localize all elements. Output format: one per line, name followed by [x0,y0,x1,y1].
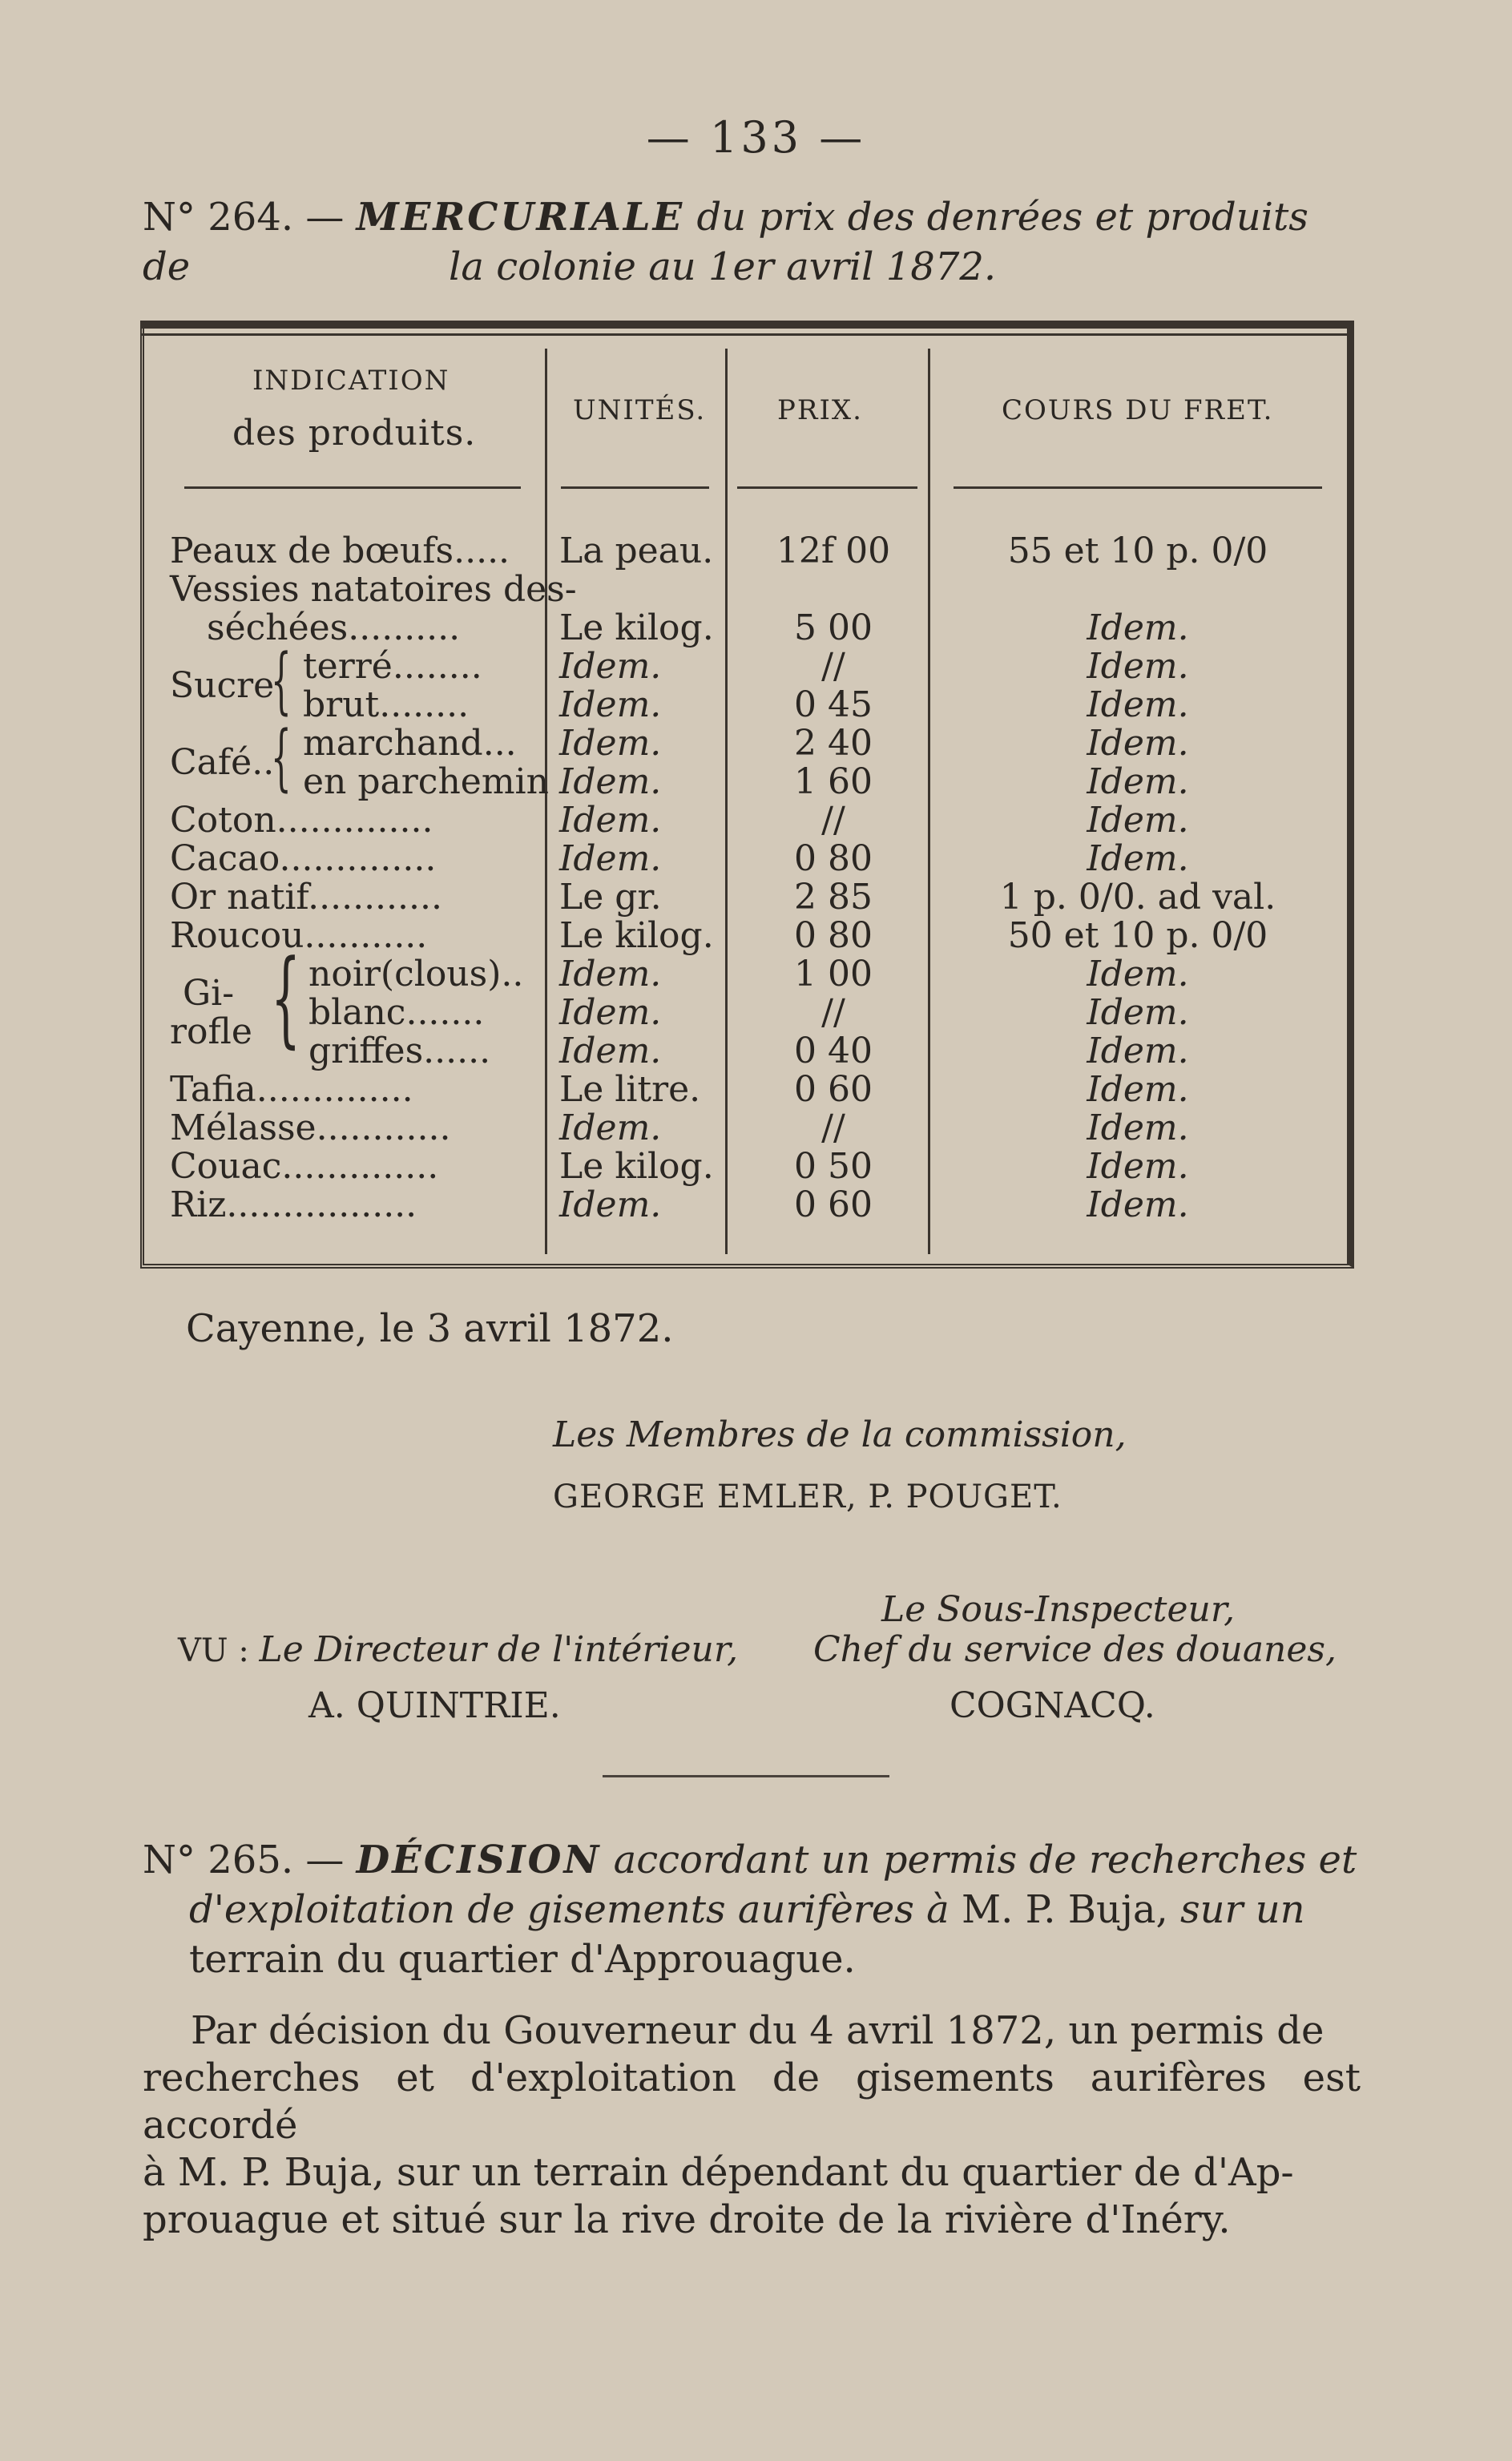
header-indication: INDICATION [252,365,450,397]
table-row: brut........ Idem. 0 45 Idem. [303,684,1189,725]
brace-sucre: { [271,639,292,723]
table-row: Riz................. Idem. 0 60 Idem. [170,1184,1189,1225]
decision-paragraph: Par décision du Gouverneur du 4 avril 1872, un permis de recherches et d'exploitation de gisements aurifères est accordé à M. P. Buja, sur un terrain dépendant du quartier de d'Ap- prouague et situé sur la rive droite de la rivière d'Inéry. [143,2008,1361,2242]
sous-inspecteur-title: Le Sous-Inspecteur, [881,1589,1236,1630]
inspecteur-name: COGNACQ. [950,1685,1155,1726]
table-row: Coton.............. Idem. // Idem. [170,800,1189,841]
title-265-number: N° 265. — [143,1838,345,1882]
header-rule-2 [561,486,709,489]
title-265-line2: d'exploitation de gisements aurifères à M. P. Buja, sur un [189,1887,1305,1932]
sous-inspecteur-role: Chef du service des douanes, [813,1629,1337,1670]
title-265-rest: accordant un permis de recherches et [613,1838,1357,1882]
table-row: Or natif............ Le gr. 2 85 1 p. 0/0. ad val. [170,877,1276,918]
table-row: marchand... Idem. 2 40 Idem. [303,723,1189,764]
group-cafe: Café.. [170,742,275,783]
header-rule-1 [184,486,521,489]
table-row: Peaux de bœufs..... La peau. 12f 00 55 et 10 p. 0/0 [170,531,1268,571]
vu-prefix: VU : [178,1632,249,1669]
title-265-keyword: DÉCISION [356,1838,602,1882]
title-264-line2: la colonie au 1er avril 1872. [449,244,997,289]
header-fret: COURS DU FRET. [1002,394,1274,426]
table-row: terré........ Idem. // Idem. [303,646,1189,687]
header-unites: UNITÉS. [573,394,707,426]
brace-girofle: { [271,937,301,1059]
place-date: Cayenne, le 3 avril 1872. [186,1306,674,1351]
table-row: noir(clous).. Idem. 1 00 Idem. [308,954,1189,994]
table-row: griffes...... Idem. 0 40 Idem. [308,1031,1189,1071]
directeur-label: Le Directeur de l'intérieur, [259,1629,739,1670]
table-row: Cacao.............. Idem. 0 80 Idem. [170,838,1189,879]
section-divider [603,1775,889,1777]
table-row: blanc....... Idem. // Idem. [308,992,1189,1033]
header-prix: PRIX. [777,394,863,426]
table-row: séchées.......... Le kilog. 5 00 Idem. [207,607,1189,648]
header-produits: des produits. [232,413,477,454]
commission-label: Les Membres de la commission, [553,1414,1127,1455]
vu-line [178,1629,738,1670]
table-row: Mélasse............ Idem. // Idem. [170,1107,1189,1148]
group-girofle-2: rofle [170,1011,252,1052]
table-row: Tafia.............. Le litre. 0 60 Idem. [170,1069,1189,1110]
title-264-rest: du prix des denrées et produits de [143,195,1308,289]
directeur-name: A. QUINTRIE. [308,1685,561,1726]
brace-cafe: { [271,716,292,800]
table-row: en parchemin Idem. 1 60 Idem. [303,761,1189,802]
header-rule-4 [954,486,1322,489]
title-264-number: N° 264. — [143,195,345,240]
header-rule-3 [737,486,917,489]
commission-names: GEORGE EMLER, P. POUGET. [553,1479,1062,1515]
title-265-line1 [143,1835,1361,1885]
group-girofle-1: Gi- [183,973,235,1014]
table-row: Roucou........... Le kilog. 0 80 50 et 10 p. 0/0 [170,915,1268,956]
title-264-keyword: MERCURIALE [356,195,685,240]
table-row: Vessies natatoires des- [170,569,577,610]
group-sucre: Sucre [170,665,275,706]
table-row: Couac.............. Le kilog. 0 50 Idem. [170,1146,1189,1187]
title-265-line3: terrain du quartier d'Approuague. [189,1937,856,1982]
page-number: — 133 — [646,112,866,163]
